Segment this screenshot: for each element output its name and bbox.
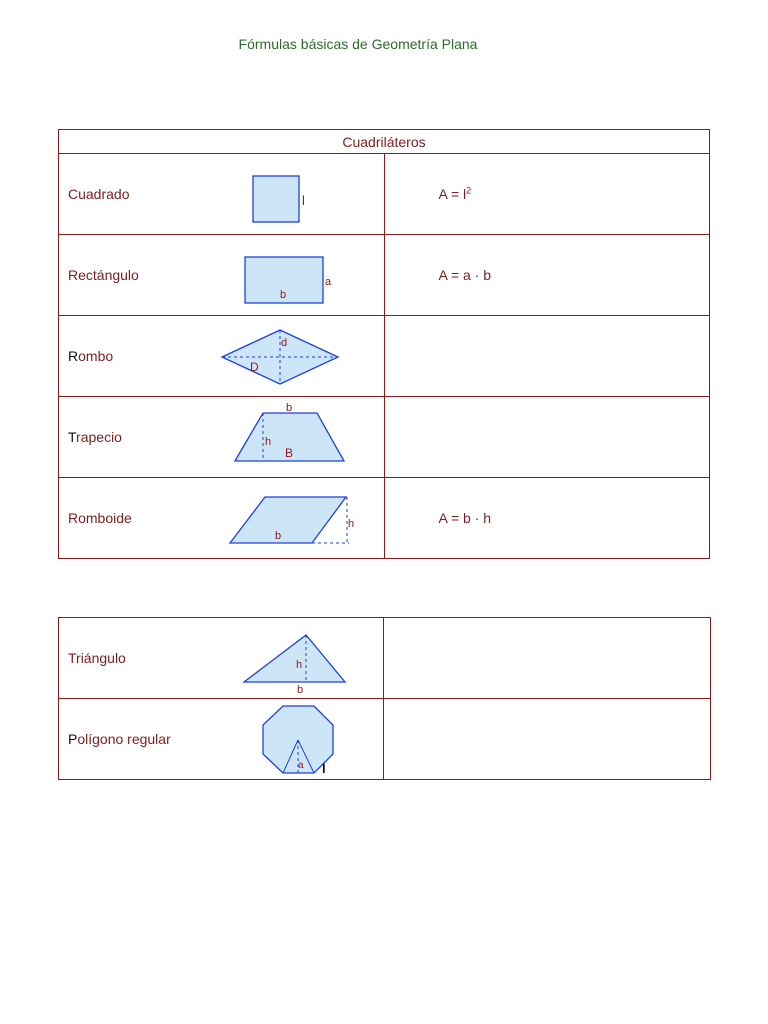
page-title: Fórmulas básicas de Geometría Plana bbox=[238, 36, 478, 52]
quadrilaterals-table bbox=[58, 129, 710, 559]
base-label: b bbox=[280, 289, 287, 301]
shape-cell bbox=[59, 699, 384, 780]
square-figure bbox=[59, 154, 383, 234]
minor-diagonal-label: d bbox=[281, 337, 288, 349]
parallelogram-shape bbox=[230, 497, 346, 543]
shape-name: Rombo bbox=[68, 348, 114, 364]
formula: $A = l^2$ bbox=[438, 185, 472, 203]
table-row bbox=[59, 235, 710, 316]
bottom-base-label: B bbox=[285, 446, 294, 460]
formula-cell bbox=[384, 316, 710, 397]
apothem-label: a bbox=[298, 760, 304, 771]
formula-cell bbox=[384, 397, 710, 478]
table-row bbox=[59, 699, 711, 780]
shape-cell bbox=[59, 478, 385, 559]
height-label: a bbox=[325, 276, 332, 288]
formula-cell bbox=[384, 699, 711, 780]
table-row bbox=[59, 478, 710, 559]
shape-name: Trapecio bbox=[68, 429, 122, 445]
triangle-figure bbox=[59, 618, 383, 698]
square-shape bbox=[253, 176, 299, 222]
shape-cell bbox=[59, 316, 385, 397]
side-label: l bbox=[302, 193, 305, 208]
formula-cell bbox=[384, 154, 710, 235]
table-row bbox=[59, 618, 711, 699]
other-shapes-table bbox=[58, 617, 711, 780]
shape-cell bbox=[59, 397, 385, 478]
rhombus-figure bbox=[59, 316, 383, 396]
table-row bbox=[59, 397, 710, 478]
formula-cell bbox=[384, 235, 710, 316]
height-label: h bbox=[265, 436, 272, 448]
rectangle-figure bbox=[59, 235, 383, 315]
table-header: Cuadriláteros bbox=[59, 130, 710, 154]
shape-cell bbox=[59, 235, 385, 316]
formula-cell bbox=[384, 478, 710, 559]
shape-cell bbox=[59, 154, 385, 235]
regular-polygon-figure bbox=[59, 699, 383, 779]
height-label: h bbox=[296, 659, 303, 671]
trapezoid-figure bbox=[59, 397, 383, 477]
shape-name: Rectángulo bbox=[68, 267, 139, 283]
formula: A = b · h bbox=[438, 510, 492, 526]
parallelogram-figure bbox=[59, 478, 383, 558]
side-label: l bbox=[322, 761, 326, 776]
shape-name: Triángulo bbox=[68, 650, 126, 666]
major-diagonal-label: D bbox=[250, 360, 259, 374]
base-label: b bbox=[275, 530, 282, 542]
top-base-label: b bbox=[286, 402, 293, 414]
base-label: b bbox=[297, 684, 304, 696]
triangle-shape bbox=[244, 635, 345, 682]
table-row bbox=[59, 316, 710, 397]
height-label: h bbox=[348, 518, 355, 530]
shape-cell bbox=[59, 618, 384, 699]
formula: A = a · b bbox=[438, 267, 492, 283]
shape-name: Cuadrado bbox=[68, 186, 130, 202]
formula-cell bbox=[384, 618, 711, 699]
table-row bbox=[59, 154, 710, 235]
shape-name: Polígono regular bbox=[68, 731, 171, 747]
shape-name: Romboide bbox=[68, 510, 132, 526]
